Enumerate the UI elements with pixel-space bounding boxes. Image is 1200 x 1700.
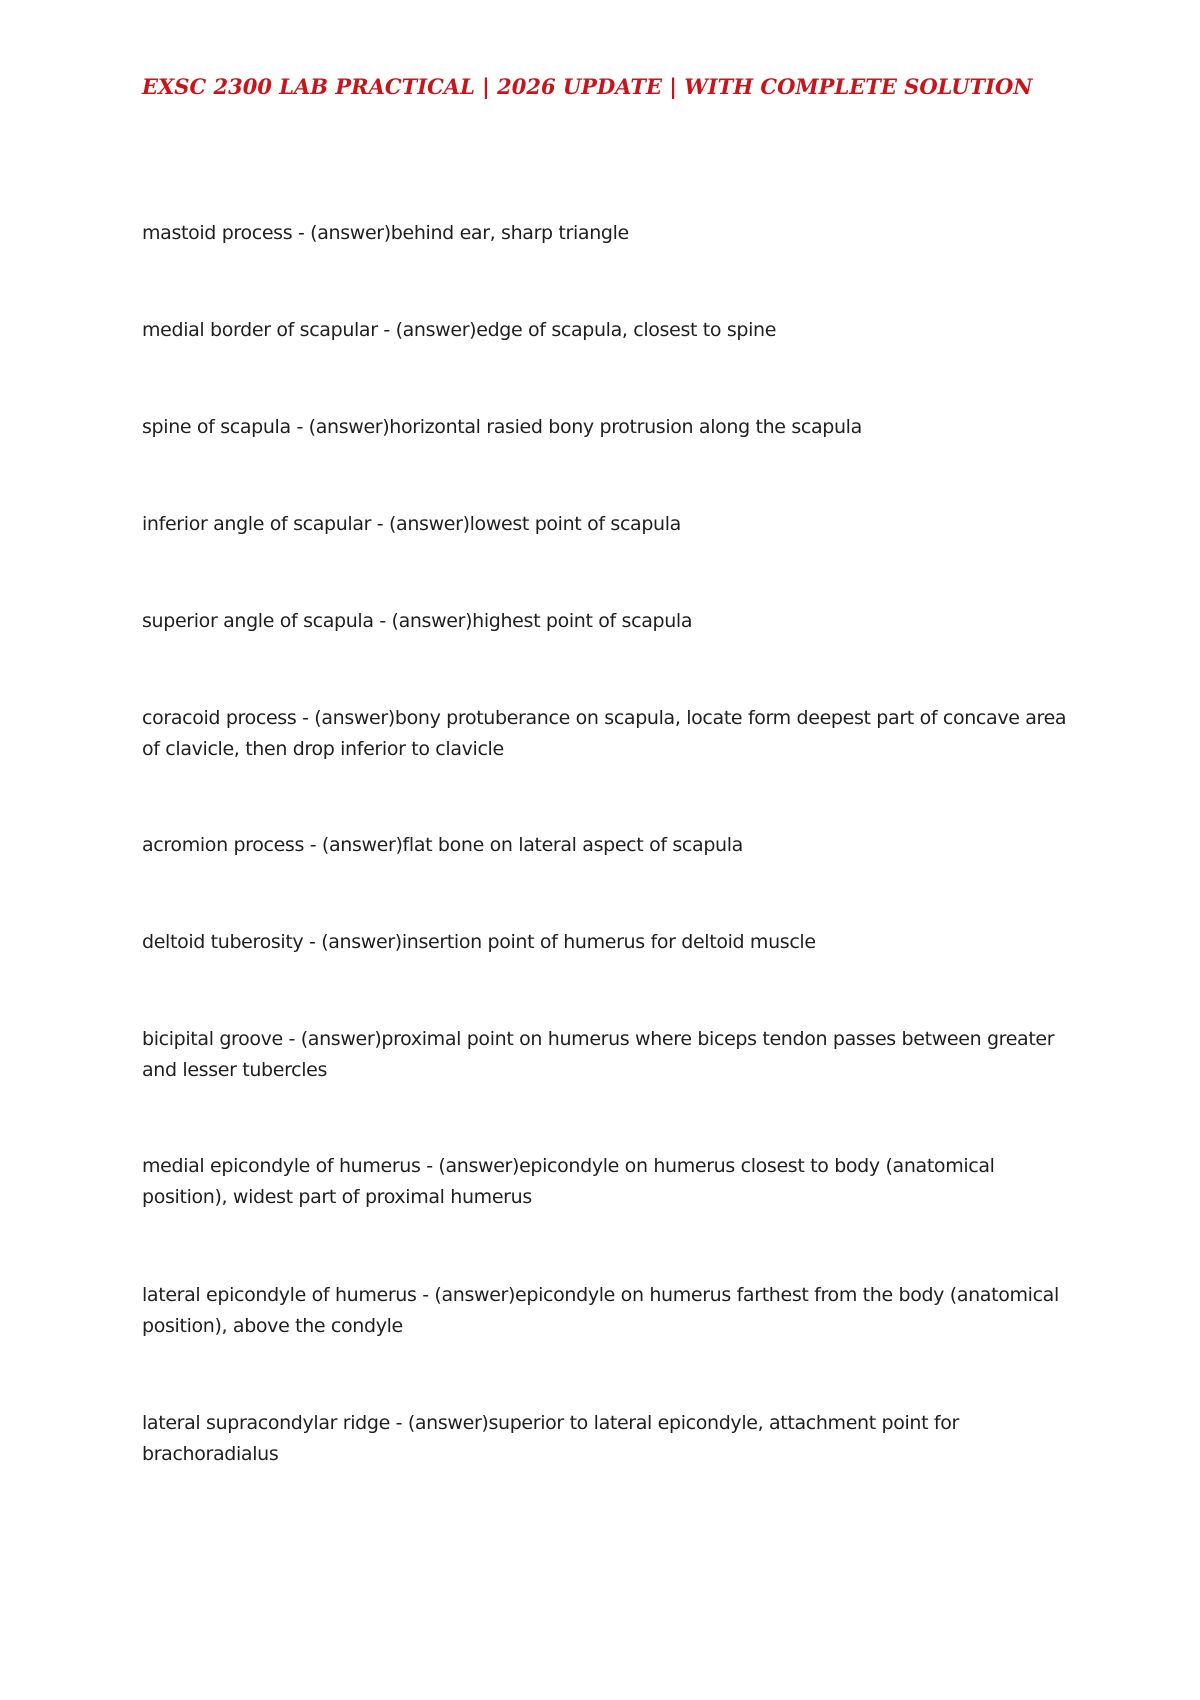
term-entry-bicipital-groove: bicipital groove - (answer)proximal point on humerus where biceps tendon passes between greater and lesser tubercles: [142, 1028, 1055, 1081]
term-entry-superior-angle-of-scapula: superior angle of scapula - (answer)highest point of scapula: [142, 610, 693, 632]
term-entry-deltoid-tuberosity: deltoid tuberosity - (answer)insertion point of humerus for deltoid muscle: [142, 931, 816, 953]
term-entry-acromion-process: acromion process - (answer)flat bone on lateral aspect of scapula: [142, 834, 743, 856]
term-entry-coracoid-process: coracoid process - (answer)bony protuberance on scapula, locate form deepest part of concave area of clavicle, then drop inferior to clavicle: [142, 707, 1067, 760]
term-entry-medial-epicondyle-of-humerus: medial epicondyle of humerus - (answer)epicondyle on humerus closest to body (anatomical position), widest part of proximal humerus: [142, 1155, 995, 1208]
term-entry-inferior-angle-of-scapular: inferior angle of scapular - (answer)lowest point of scapula: [142, 513, 681, 535]
document-title: EXSC 2300 LAB PRACTICAL | 2026 UPDATE | WITH COMPLETE SOLUTION: [142, 74, 1033, 99]
term-entry-lateral-supracondylar-ridge: lateral supracondylar ridge - (answer)superior to lateral epicondyle, attachment point for brachoradialus: [142, 1412, 959, 1465]
term-entry-medial-border-of-scapular: medial border of scapular - (answer)edge of scapula, closest to spine: [142, 319, 777, 341]
term-entry-spine-of-scapula: spine of scapula - (answer)horizontal rasied bony protrusion along the scapula: [142, 416, 862, 438]
term-entry-mastoid-process: mastoid process - (answer)behind ear, sharp triangle: [142, 222, 629, 244]
term-entry-lateral-epicondyle-of-humerus: lateral epicondyle of humerus - (answer)epicondyle on humerus farthest from the body (anatomical position), above the condyle: [142, 1284, 1059, 1337]
